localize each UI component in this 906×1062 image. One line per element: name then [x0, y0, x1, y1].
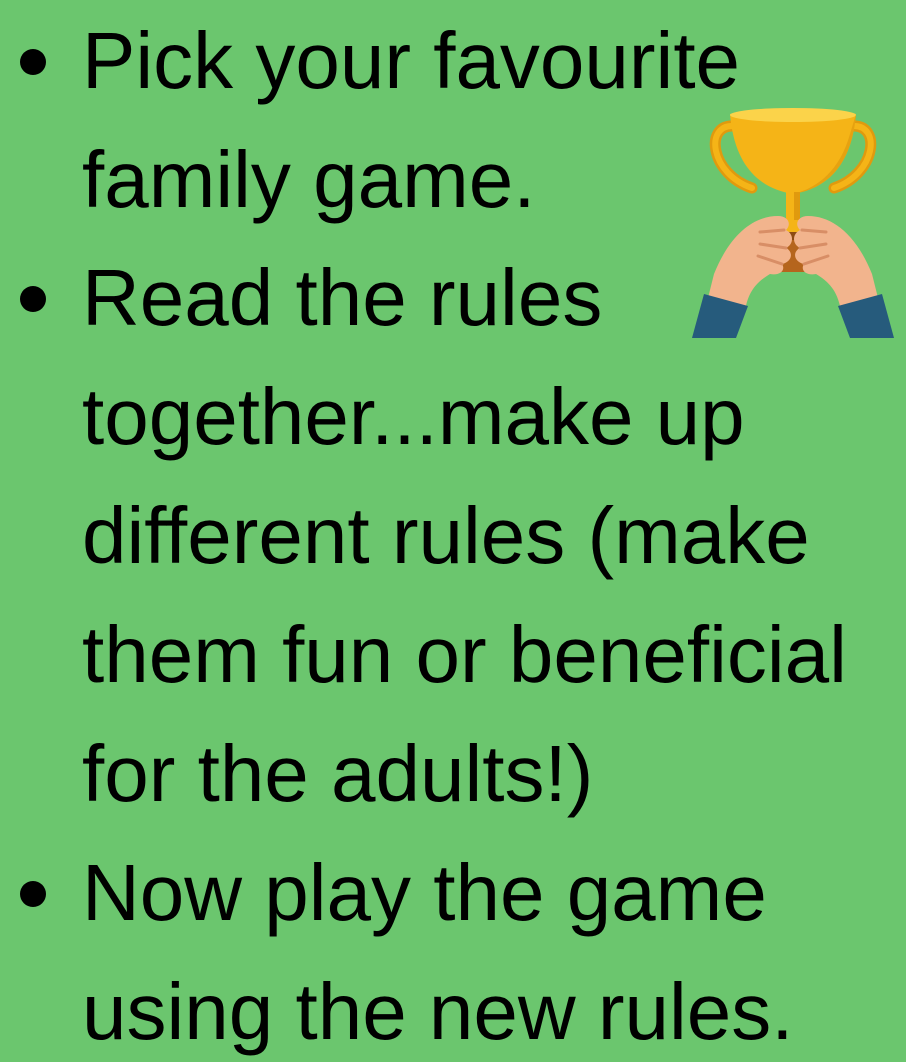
list-item-line: using the new rules. [82, 967, 794, 1056]
bullet-icon [20, 286, 46, 312]
bullet-icon [20, 49, 46, 75]
list-item-line: different rules (make [82, 491, 810, 580]
list-item-line: Now play the game [82, 848, 767, 937]
list-item-line: for the adults!) [82, 729, 594, 818]
bullet-icon [20, 881, 46, 907]
list-item-line: family game. [82, 135, 536, 224]
list-item-line: them fun or beneficial [82, 610, 847, 699]
list-item-line: Read the rules [82, 253, 603, 342]
trophy-in-hands-icon [690, 104, 896, 340]
list-item-line: together...make up [82, 372, 745, 461]
list-item-line: Pick your favourite [82, 16, 741, 105]
